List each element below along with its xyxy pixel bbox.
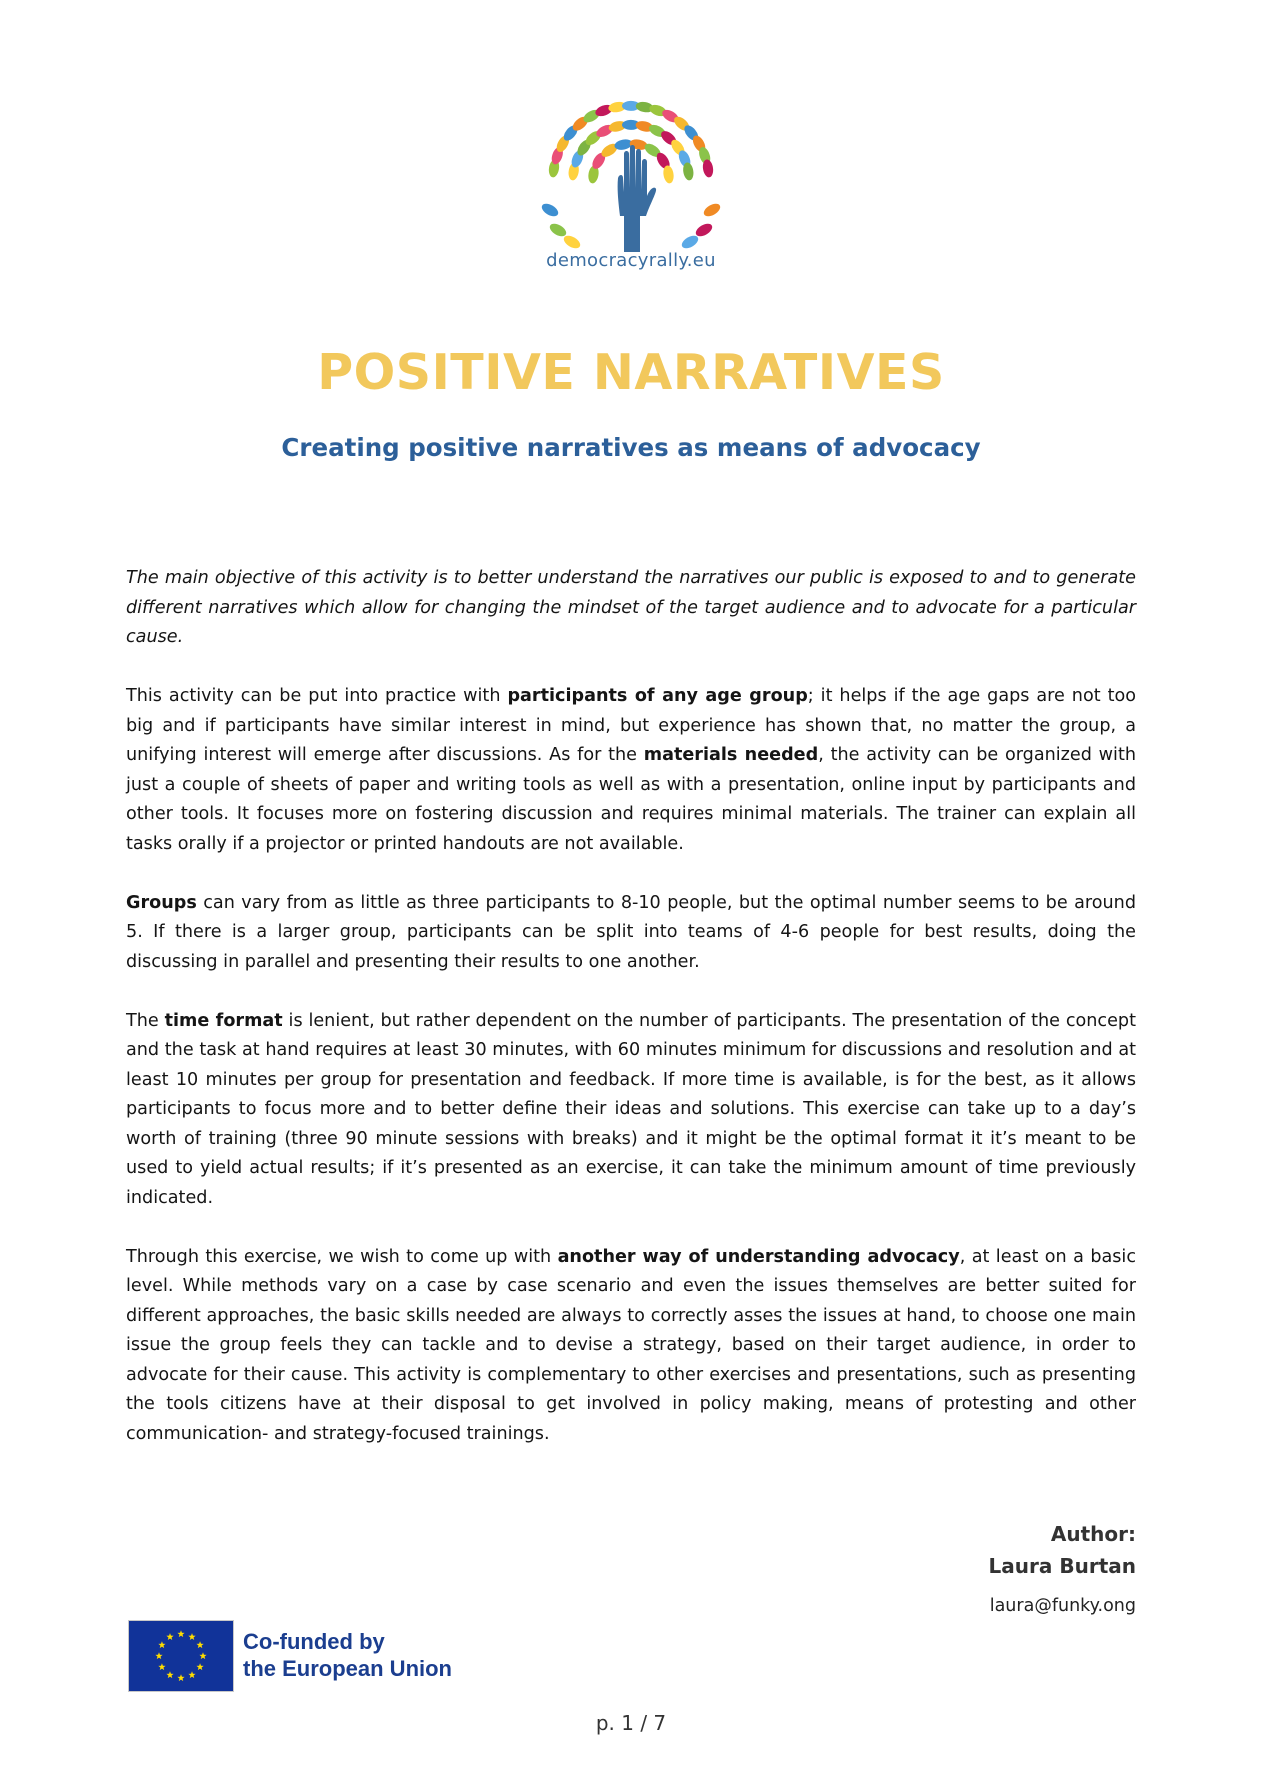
logo-leaf: [562, 233, 583, 251]
page-number: p. 1 / 7: [595, 1711, 667, 1735]
paragraph-time-format: The time format is lenient, but rather dependent on the number of participants. The presentation of the concept and the task at hand requires at least 30 minutes, with 60 minutes minimum for discussions and resolution and at least 10 minutes per group for presentation and feedback. If more time is available, is for the best, as it allows participants to focus more and to better define their ideas and solutions. This exercise can take up to a day’s worth of training (three 90 minute sessions with breaks) and it might be the optimal format it it’s meant to be used to yield actual results; if it’s presented as an exercise, it can take the minimum amount of time previously indicated.: [126, 1010, 1136, 1208]
site-url: democracyrally.eu: [546, 250, 716, 271]
paragraph-advocacy: Through this exercise, we wish to come up with another way of understanding advocacy, at least on a basic level. While methods vary on a case by case scenario and even the issues themselves are better suited for different approaches, the basic skills needed are always to correctly asses the issues at hand, to choose one main issue the group feels they can tackle and to devise a strategy, based on their target audience, in order to advocate for their cause. This activity is complementary to other exercises and presentations, such as presenting the tools citizens have at their disposal to get involved in policy making, means of protesting and other communication- and strategy-focused trainings.: [126, 1246, 1136, 1444]
author-block: [989, 1518, 1136, 1621]
intro-paragraph: The main objective of this activity is to better understand the narratives our public is exposed to and to generate different narratives which allow for changing the mindset of the target audience and to advocate for a particular cause.: [126, 568, 1136, 647]
paragraph-groups: Groups can vary from as little as three participants to 8-10 people, but the optimal number seems to be around 5. If there is a larger group, participants can be split into teams of 4-6 people for best results, doing the discussing in parallel and presenting their results to one another.: [126, 892, 1136, 972]
logo-leaf: [694, 221, 715, 239]
logo-leaf: [540, 201, 561, 219]
author-label: Author:: [1050, 1522, 1136, 1546]
tree-hand-logo-icon: [528, 92, 734, 252]
eu-cofunded-text: Co-funded by the European Union: [243, 1629, 452, 1681]
author-name: Laura Burtan: [988, 1554, 1136, 1578]
logo-leaf: [702, 201, 723, 219]
page-subtitle: Creating positive narratives as means of advocacy: [281, 433, 981, 462]
author-email[interactable]: laura@funky.ong: [989, 1596, 1136, 1616]
page-title: POSITIVE NARRATIVES: [317, 344, 945, 401]
logo-leaf: [548, 221, 569, 239]
eu-flag-icon: [128, 1620, 234, 1692]
logo-leaf: [680, 233, 701, 251]
paragraph-participants: This activity can be put into practice with participants of any age group; it helps if the age gaps are not too big and if participants have similar interest in mind, but experience has shown that, no matter the group, a unifying interest will emerge after discussions. As for the materials needed, the activity can be organized with just a couple of sheets of paper and writing tools as well as with a presentation, online input by participants and other tools. It focuses more on fostering discussion and requires minimal materials. The trainer can explain all tasks orally if a projector or printed handouts are not available.: [126, 686, 1137, 854]
body-text: [126, 564, 1136, 1479]
eu-cofunded-logo: [128, 1620, 468, 1692]
